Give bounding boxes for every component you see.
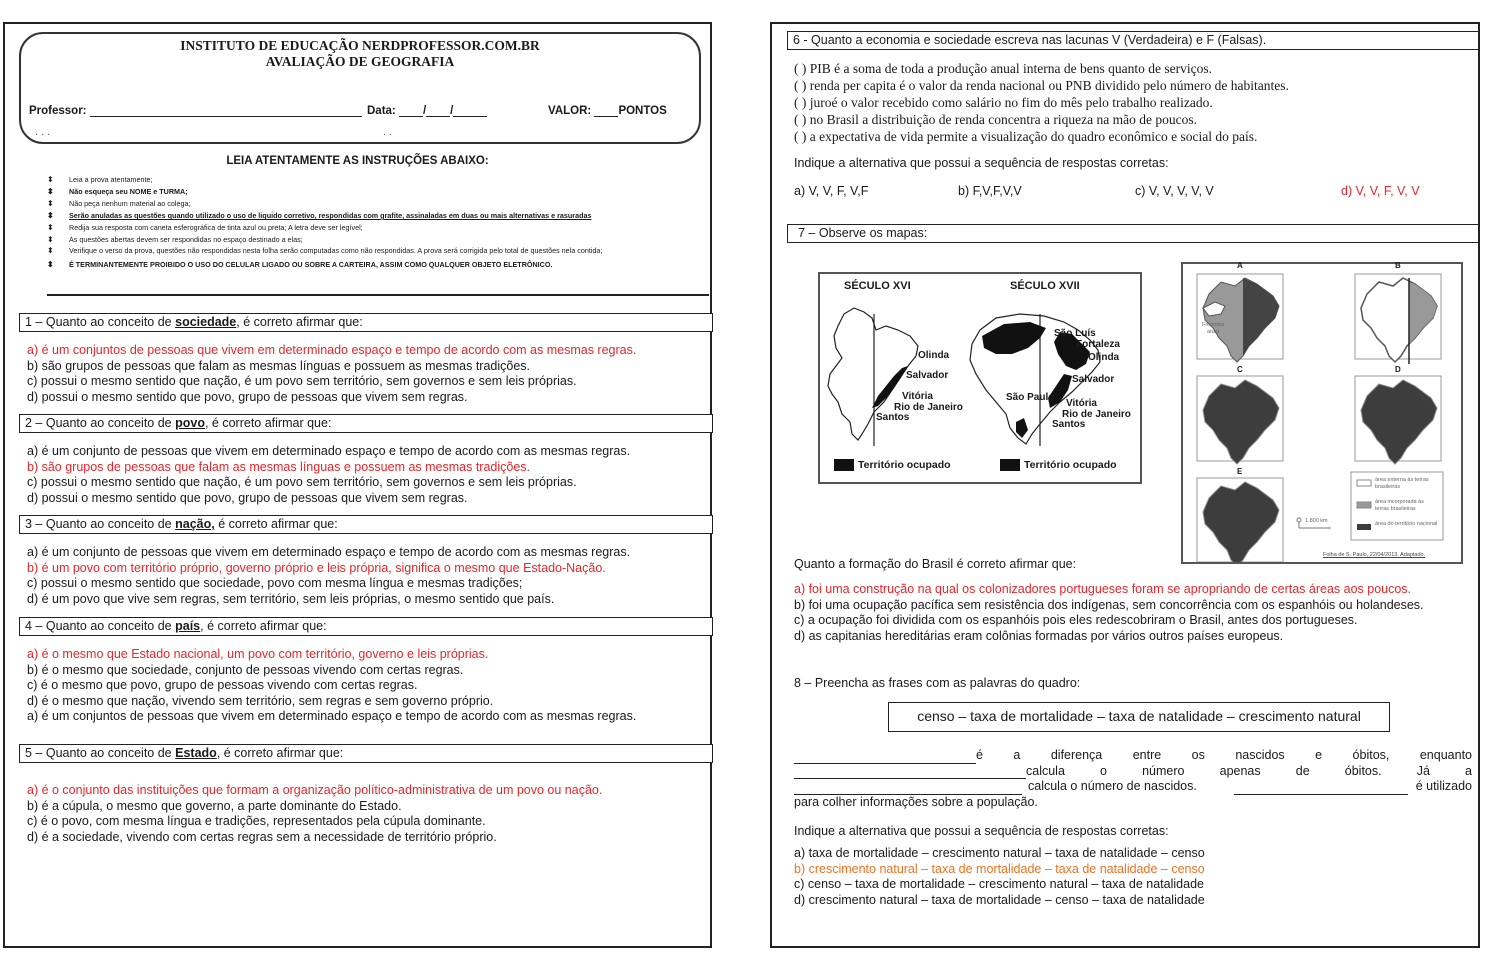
option[interactable]: a) é um conjunto de pessoas que vivem em determinado espaço e tempo de acordo com as mesmas regras. bbox=[27, 545, 631, 559]
exam-page-right bbox=[770, 22, 1480, 948]
q6-option[interactable]: c) V, V, V, V, V bbox=[1135, 184, 1214, 198]
option[interactable]: b) foi uma ocupação pacífica sem resistência dos indígenas, sem concorrência com os espanhóis ou holandeses. bbox=[794, 597, 1424, 612]
city-label: Salvador bbox=[906, 370, 949, 381]
scale-label: 1.800 km bbox=[1305, 518, 1328, 524]
q6-option-correct[interactable]: d) V, V, F, V, V bbox=[1341, 184, 1420, 198]
city-label: Rio de Janeiro bbox=[1062, 409, 1131, 420]
question-4-term: país bbox=[175, 619, 201, 633]
city-label: Santos bbox=[1052, 419, 1086, 430]
instructions-title: LEIA ATENTAMENTE AS INSTRUÇÕES ABAIXO: bbox=[226, 155, 489, 167]
question-6-statements bbox=[794, 60, 1289, 145]
fill-blank-1[interactable] bbox=[794, 751, 976, 764]
header-dots-left: . . . bbox=[35, 126, 51, 138]
bullet-icon: ⬍ bbox=[47, 211, 54, 220]
professor-label: Professor: bbox=[29, 105, 87, 117]
question-6-prompt: Indique a alternativa que possui a sequência de respostas corretas: bbox=[794, 156, 1169, 170]
map-label-a: A bbox=[1237, 261, 1243, 270]
city-label: São Luís bbox=[1054, 328, 1096, 339]
option[interactable]: a) é um conjuntos de pessoas que vivem em determinado espaço e tempo de acordo com as mesmas regras. bbox=[27, 709, 637, 724]
option[interactable]: b) é a cúpula, o mesmo que governo, a parte dominante do Estado. bbox=[27, 798, 402, 813]
professor-blank[interactable] bbox=[90, 104, 362, 117]
instruction-item: ⬍ Redija sua resposta com caneta esferográfica de tinta azul ou preta; A letra deve ser legível; bbox=[47, 223, 363, 232]
exam-page-left bbox=[3, 22, 712, 948]
option[interactable]: c) censo – taxa de mortalidade – crescimento natural – taxa de natalidade bbox=[794, 877, 1204, 892]
header-dots-mid: . . bbox=[383, 126, 393, 138]
bullet-icon: ⬍ bbox=[47, 235, 54, 244]
legend-swatch-occupied bbox=[1000, 459, 1020, 471]
fill-blank-2[interactable] bbox=[794, 766, 1026, 779]
instruction-item: ⬍ Verifique o verso da prova, questões não respondidas nesta folha serão computadas como não respondidas. A prova será corrigida pelo total de questões nela contida; bbox=[47, 246, 603, 255]
tf-blank[interactable]: ( ) bbox=[794, 61, 807, 76]
question-8-options bbox=[794, 846, 1205, 908]
q6-option[interactable]: b) F,V,F,V,V bbox=[958, 184, 1022, 198]
date-label: Data: bbox=[367, 105, 396, 117]
question-7-header: 7 – Observe os mapas: bbox=[787, 224, 1479, 243]
option-correct[interactable]: a) é o mesmo que Estado nacional, um povo com território, governo e leis próprias. bbox=[27, 647, 489, 661]
option-correct[interactable]: a) é um conjuntos de pessoas que vivem em determinado espaço e tempo de acordo com as mesmas regras. bbox=[27, 343, 637, 357]
fill-blank-4[interactable] bbox=[1234, 782, 1408, 795]
legend-external: área externa às terras brasileiras bbox=[1375, 477, 1429, 490]
tf-statement[interactable]: ( ) juroé o valor recebido como salário no fim do mês pelo trabalho realizado. bbox=[794, 95, 1213, 110]
fill-line: calcula o número apenas de óbitos. Já a bbox=[794, 764, 1472, 780]
legend-swatch-external bbox=[1357, 480, 1371, 486]
map-label-b: B bbox=[1395, 261, 1401, 270]
instruction-item: ⬍ Serão anuladas as questões quando utilizado o uso de liquido corretivo, respondidas com grafite, assinaladas em duas ou mais alternativas e rasuradas bbox=[47, 211, 592, 220]
bullet-icon: ⬍ bbox=[47, 260, 54, 269]
option[interactable]: c) possui o mesmo sentido que nação, é um povo sem território, sem governos e sem leis próprias. bbox=[27, 374, 577, 389]
tf-blank[interactable]: ( ) bbox=[794, 78, 807, 93]
question-4-header: 4 – Quanto ao conceito de país, é correto afirmar que: bbox=[19, 617, 713, 636]
legend-national: área do território nacional bbox=[1375, 521, 1438, 527]
option-correct[interactable]: a) foi uma construção na qual os colonizadores portugueses foram se apropriando de certas áreas aos poucos. bbox=[794, 582, 1412, 596]
tf-blank[interactable]: ( ) bbox=[794, 129, 807, 144]
option[interactable]: c) é o mesmo que povo, grupo de pessoas vivendo com certas regras. bbox=[27, 678, 418, 693]
divider bbox=[47, 294, 709, 296]
question-5-options bbox=[27, 783, 602, 845]
date-sep: / bbox=[450, 105, 454, 117]
option[interactable]: b) são grupos de pessoas que falam as mesmas línguas e possuem as mesmas tradições. bbox=[27, 358, 531, 373]
fill-blank-3[interactable] bbox=[794, 782, 1022, 795]
valor-blank[interactable] bbox=[594, 104, 618, 117]
option[interactable]: c) a ocupação foi dividida com os espanhóis pois eles redescobriram o Brasil, antes dos portugueses. bbox=[794, 613, 1358, 628]
institution-name: INSTITUTO DE EDUCAÇÃO NERDPROFESSOR.COM.BR bbox=[180, 38, 540, 53]
city-label: Santos bbox=[876, 412, 910, 423]
exam-title: AVALIAÇÃO DE GEOGRAFIA bbox=[265, 54, 455, 69]
question-8-prompt: Indique a alternativa que possui a sequência de respostas corretas: bbox=[794, 824, 1169, 838]
instruction-item: ⬍ Leia a prova atentamente; bbox=[47, 175, 153, 184]
header-titles bbox=[21, 38, 699, 70]
city-label: Olinda bbox=[1088, 352, 1120, 363]
bullet-icon: ⬍ bbox=[47, 246, 54, 255]
q6-option[interactable]: a) V, V, F, V,F bbox=[794, 184, 869, 198]
option[interactable]: d) é o mesmo que nação, vivendo sem território, sem regras e sem governo próprio. bbox=[27, 693, 494, 708]
bullet-icon: ⬍ bbox=[47, 187, 54, 196]
question-7-prompt: Quanto a formação do Brasil é correto afirmar que: bbox=[794, 557, 1077, 571]
word-bank: censo – taxa de mortalidade – taxa de natalidade – crescimento natural bbox=[888, 702, 1390, 732]
date-year-blank[interactable] bbox=[453, 104, 487, 117]
tf-statement[interactable]: ( ) PIB é a soma de toda a produção anual interna de bens quanto de serviços. bbox=[794, 61, 1212, 76]
legend-occupied: Território ocupado bbox=[858, 459, 951, 471]
city-label: Vitória bbox=[902, 391, 933, 402]
question-2-options bbox=[27, 444, 630, 506]
pontos-label: PONTOS bbox=[618, 105, 667, 117]
question-2-term: povo bbox=[175, 416, 205, 430]
bullet-icon: ⬍ bbox=[47, 223, 54, 232]
date-sep: / bbox=[422, 105, 427, 117]
map-label-c: C bbox=[1237, 365, 1243, 374]
tf-statement[interactable]: ( ) renda per capita é o valor da renda nacional ou PNB dividido pelo número de habitantes. bbox=[794, 78, 1289, 93]
instruction-item: ⬍ Não peça nenhum material ao colega; bbox=[47, 199, 191, 208]
city-label: Olinda bbox=[918, 350, 950, 361]
option[interactable]: d) as capitanias hereditárias eram colônias formadas por vários outros países europeus. bbox=[794, 628, 1284, 643]
frontier-label: Fronteira atual bbox=[1201, 322, 1224, 335]
question-7-options bbox=[794, 582, 1472, 644]
date-field[interactable] bbox=[367, 104, 487, 117]
city-label: Fortaleza bbox=[1076, 339, 1120, 350]
option[interactable]: c) possui o mesmo sentido que nação, é um povo sem território, sem governos e sem leis próprias. bbox=[27, 475, 577, 490]
map-label-e: E bbox=[1237, 467, 1243, 476]
map-title-xvii: SÉCULO XVII bbox=[1010, 280, 1080, 292]
question-1-header: 1 – Quanto ao conceito de sociedade, é correto afirmar que: bbox=[19, 313, 713, 332]
legend-occupied: Território ocupado bbox=[1024, 459, 1117, 471]
exam-header bbox=[19, 32, 701, 144]
city-label: Salvador bbox=[1072, 374, 1115, 385]
map-source: Folha de S. Paulo, 22/04/2013. Adaptado. bbox=[1323, 552, 1426, 558]
date-day-blank[interactable] bbox=[399, 104, 423, 117]
city-label: Rio de Janeiro bbox=[894, 402, 963, 413]
instruction-item: ⬍ Não esqueça seu NOME e TURMA; bbox=[47, 187, 188, 196]
option-correct[interactable]: b) é um povo com território próprio, governo próprio e leis própria, significa o mesmo que Estado-Nação. bbox=[27, 560, 606, 575]
legend-swatch-incorporated bbox=[1357, 502, 1371, 508]
tf-statement[interactable]: ( ) a expectativa de vida permite a visualização do quadro econômico e social do país. bbox=[794, 129, 1258, 144]
option[interactable]: a) taxa de mortalidade – crescimento natural – taxa de natalidade – censo bbox=[794, 846, 1205, 860]
option[interactable]: d) possui o mesmo sentido que povo, grupo de pessoas que vivem sem regras. bbox=[27, 490, 468, 505]
instructions-list bbox=[47, 174, 709, 271]
city-label: São Paulo bbox=[1006, 392, 1055, 403]
legend-incorporated: área incorporada às terras brasileiras bbox=[1375, 499, 1424, 512]
question-5-term: Estado bbox=[175, 746, 217, 760]
question-1-term: sociedade bbox=[175, 315, 237, 329]
tf-statement[interactable]: ( ) no Brasil a distribuição de renda concentra a riqueza na mão de poucos. bbox=[794, 112, 1197, 127]
instruction-item: ⬍ É TERMINANTEMENTE PROIBIDO O USO DO CELULAR LIGADO OU SOBRE A CARTEIRA, ASSIM COMO QUALQUER OBJETO ELETRÔNICO. bbox=[47, 260, 553, 269]
map-brazil-formation bbox=[1181, 262, 1463, 564]
map-colonial-occupation bbox=[818, 272, 1142, 484]
option[interactable]: c) possui o mesmo sentido que sociedade, povo com mesma língua e mesmas tradições; bbox=[27, 576, 523, 591]
question-8-title: 8 – Preencha as frases com as palavras do quadro: bbox=[794, 676, 1081, 690]
option[interactable]: d) crescimento natural – taxa de mortalidade – censo – taxa de natalidade bbox=[794, 892, 1205, 907]
option[interactable]: c) é o povo, com mesma língua e tradições, representados pela cúpula dominante. bbox=[27, 814, 486, 829]
map-label-d: D bbox=[1395, 365, 1401, 374]
option-correct[interactable]: b) crescimento natural – taxa de mortalidade – taxa de natalidade – censo bbox=[794, 861, 1205, 876]
question-3-header: 3 – Quanto ao conceito de nação, é correto afirmar que: bbox=[19, 515, 713, 534]
city-label: Vitória bbox=[1066, 398, 1097, 409]
question-2-header: 2 – Quanto ao conceito de povo, é correto afirmar que: bbox=[19, 414, 713, 433]
question-4-options bbox=[27, 647, 636, 725]
fill-line: calcula o número de nascidos. é utilizado bbox=[794, 779, 1472, 795]
option[interactable]: b) é o mesmo que sociedade, conjunto de pessoas vivendo com certas regras. bbox=[27, 662, 464, 677]
option-correct[interactable]: b) são grupos de pessoas que falam as mesmas línguas e possuem as mesmas tradições. bbox=[27, 459, 531, 474]
question-6-header: 6 - Quanto a economia e sociedade escreva nas lacunas V (Verdadeira) e F (Falsas). bbox=[787, 31, 1479, 50]
bullet-icon: ⬍ bbox=[47, 175, 54, 184]
question-3-term: nação, bbox=[175, 517, 215, 531]
tf-blank[interactable]: ( ) bbox=[794, 112, 807, 127]
fill-in-paragraph: é a diferença entre os nascidos e óbitos, enquanto calcula o número apenas de óbitos. Já a calcula o número de nascidos. é utilizado para colher informações sobre a população. bbox=[794, 748, 1472, 809]
option[interactable]: a) é um conjunto de pessoas que vivem em determinado espaço e tempo de acordo com as mesmas regras. bbox=[27, 444, 631, 458]
question-1-options bbox=[27, 343, 636, 405]
bullet-icon: ⬍ bbox=[47, 199, 54, 208]
professor-field[interactable] bbox=[29, 104, 362, 117]
tf-blank[interactable]: ( ) bbox=[794, 95, 807, 110]
instruction-item: ⬍ As questões abertas devem ser respondidas no espaço destinado a elas; bbox=[47, 235, 303, 244]
legend-swatch-occupied bbox=[834, 459, 854, 471]
question-3-options bbox=[27, 545, 630, 607]
legend-swatch-national bbox=[1357, 524, 1371, 530]
option[interactable]: d) possui o mesmo sentido que povo, grupo de pessoas que vivem sem regras. bbox=[27, 389, 468, 404]
date-month-blank[interactable] bbox=[426, 104, 450, 117]
option-correct[interactable]: a) é o conjunto das instituições que formam a organização político-administrativa de um povo ou nação. bbox=[27, 783, 603, 797]
question-5-header: 5 – Quanto ao conceito de Estado, é correto afirmar que: bbox=[19, 744, 713, 763]
map-title-xvi: SÉCULO XVI bbox=[844, 280, 911, 292]
option[interactable]: d) é um povo que vive sem regras, sem território, sem leis próprias, o mesmo sentido que país. bbox=[27, 591, 555, 606]
option[interactable]: d) é a sociedade, vivendo com certas regras sem a necessidade de território próprio. bbox=[27, 829, 497, 844]
fill-line: é a diferença entre os nascidos e óbitos, enquanto bbox=[794, 748, 1472, 764]
valor-label: VALOR: bbox=[548, 105, 592, 117]
valor-field[interactable] bbox=[548, 104, 667, 117]
